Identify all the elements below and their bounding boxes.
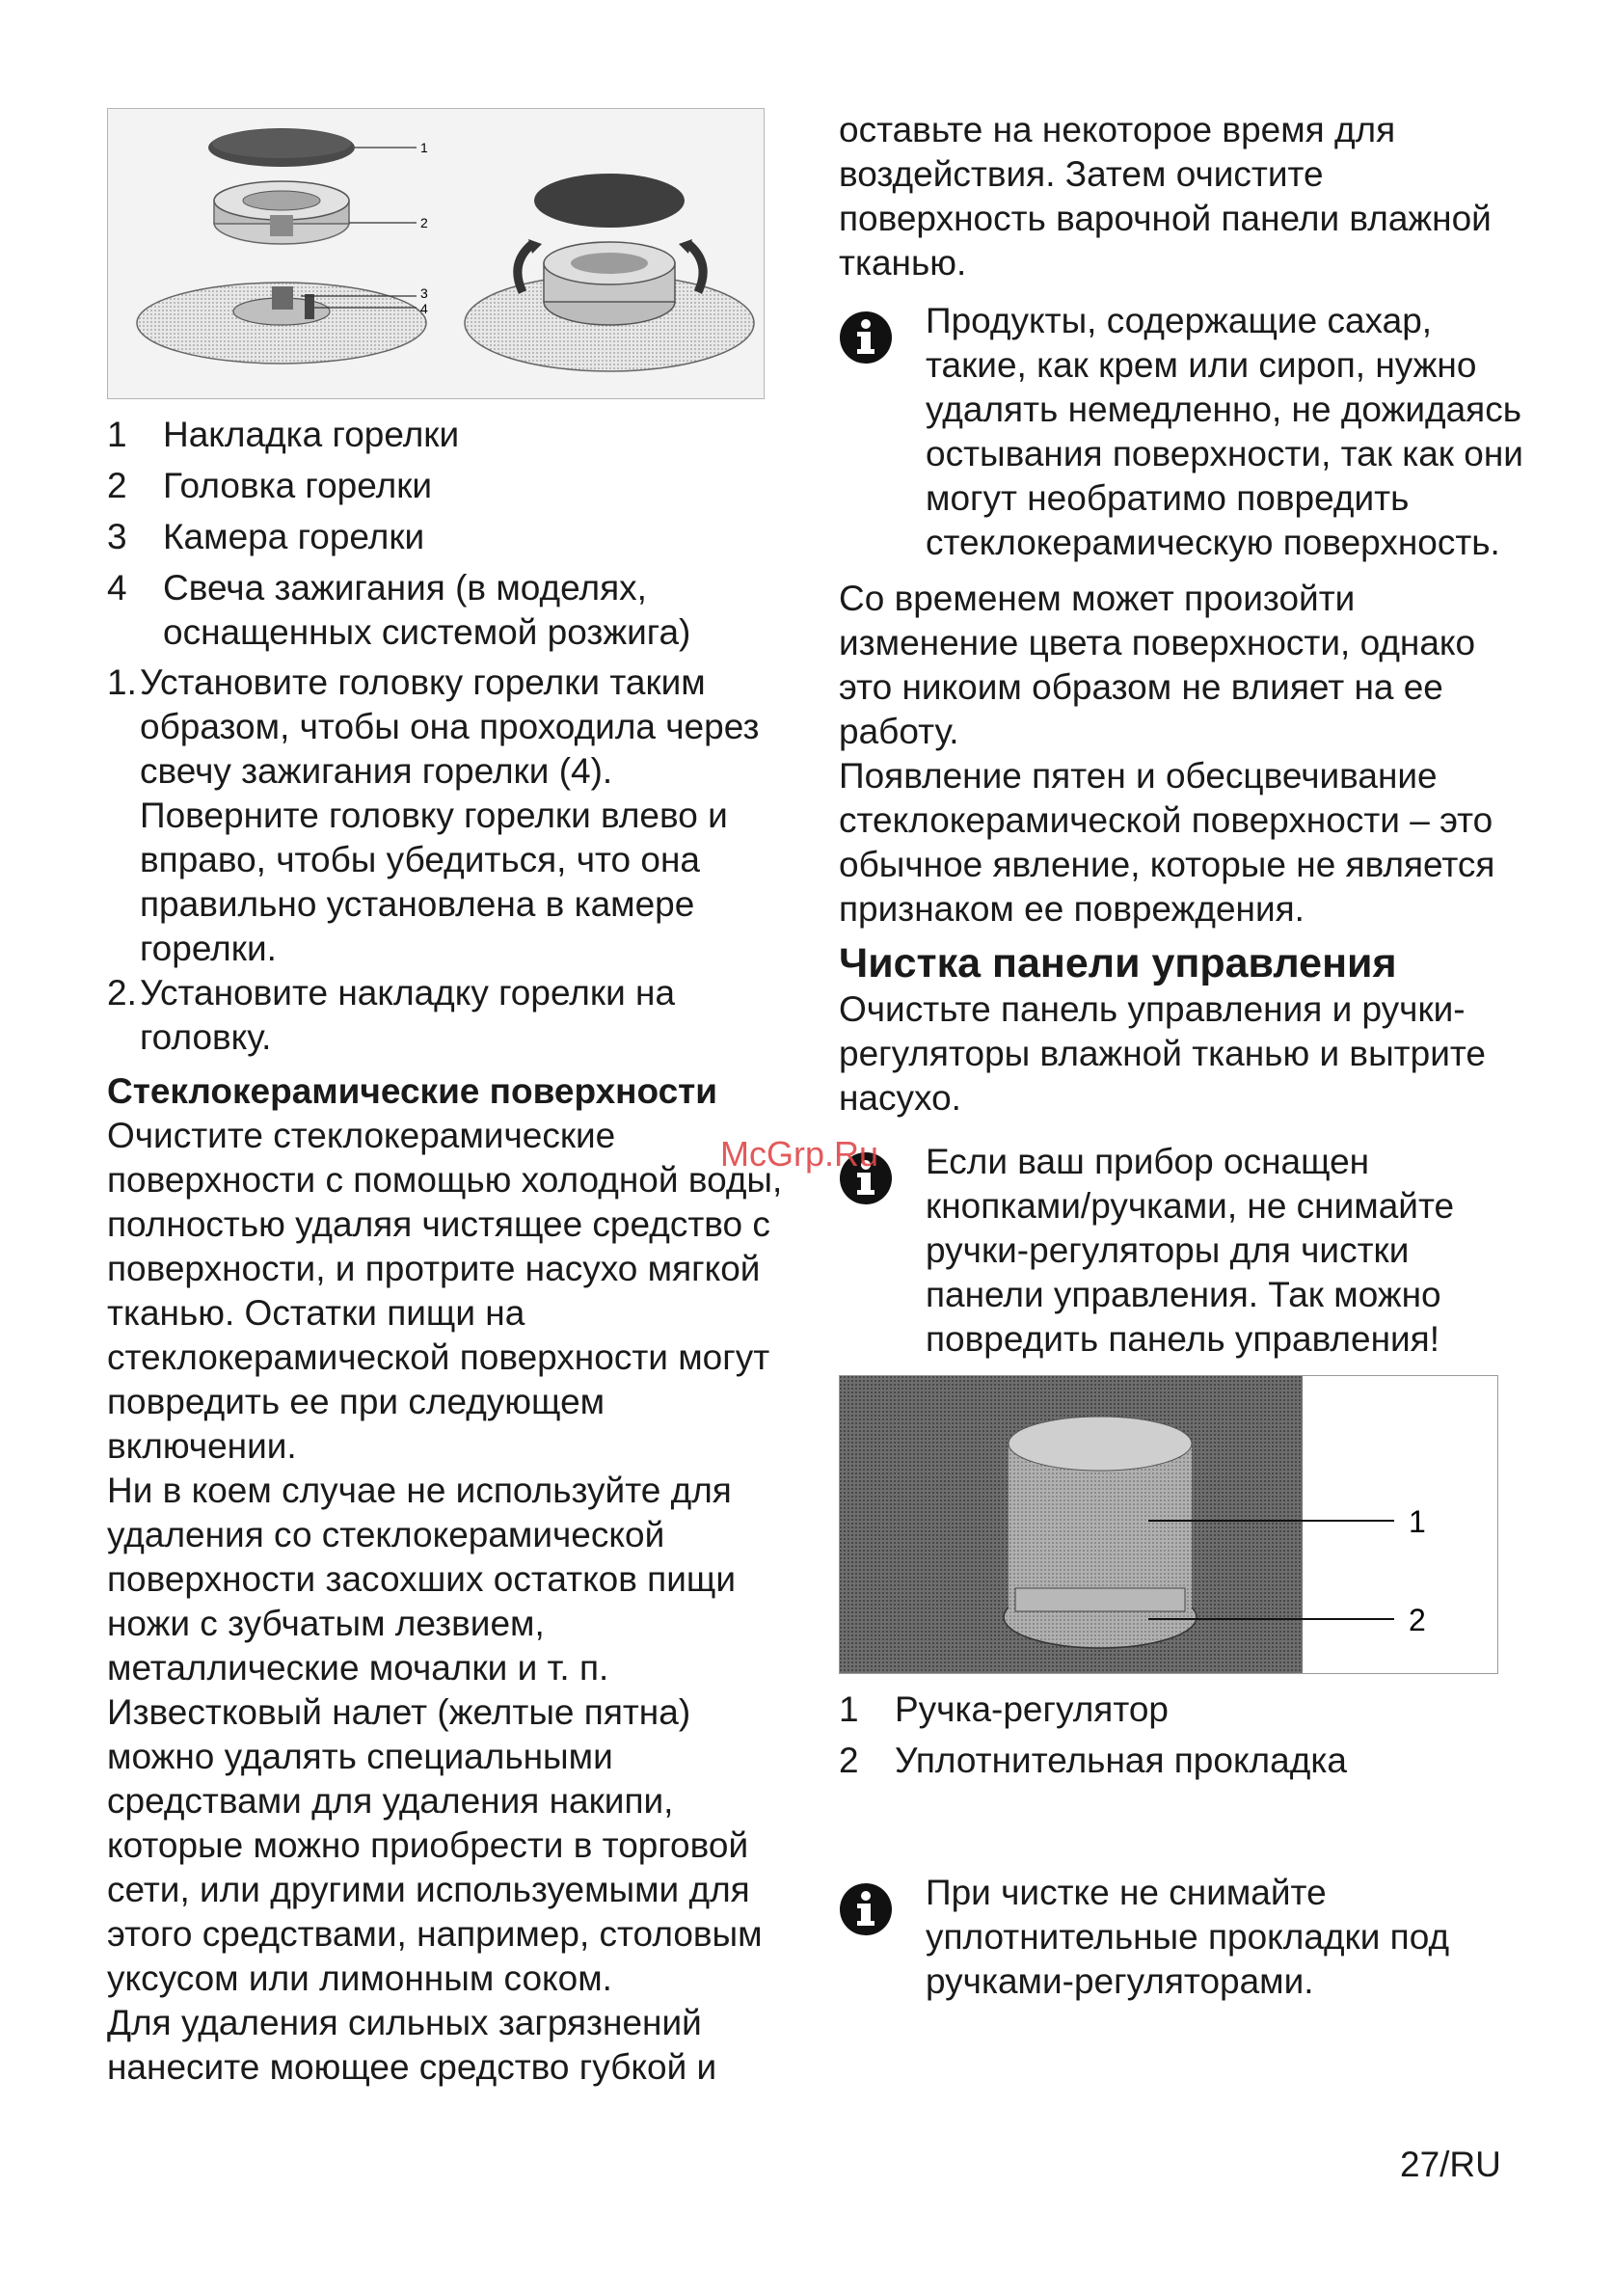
legend-label: Накладка горелки (163, 415, 460, 454)
info-note-seals (839, 1871, 1533, 2004)
figure1-callout-4: 4 (420, 301, 428, 316)
burner-legend (107, 409, 792, 655)
legend-label: Головка горелки (163, 466, 433, 505)
legend-item (107, 511, 792, 562)
info-note-text: Продукты, содержащие сахар, такие, как крем или сироп, нужно удалять немедленно, не дожидаясь остывания поверхности, так как они могут необратимо повредить стеклокерамическую поверхность. (926, 301, 1523, 562)
step-number: 2. (107, 973, 137, 1013)
discoloration-paragraph-1: Со временем может произойти изменение цвета поверхности, однако это никоим образом не влияет на ее работу. (839, 579, 1476, 751)
step-item (107, 661, 792, 971)
legend-item (107, 562, 792, 655)
glass-ceramic-paragraph-2: Ни в коем случае не используйте для удаления со стеклокерамической поверхности засохших остатков пищи ножи с зубчатым лезвием, металлические мочалки и т. п. (107, 1471, 736, 1688)
legend-number: 4 (107, 568, 127, 608)
glass-ceramic-paragraph-1: Очистите стеклокерамические поверхности с помощью холодной воды, полностью удаляя чистящее средство с поверхности, и протрите насухо мягкой тканью. Остатки пищи на стеклокерамической поверхности могут повредить ее при следующем включении. (107, 1116, 783, 1466)
step-text: Установите накладку горелки на головку. (140, 973, 676, 1057)
legend-number: 1 (107, 415, 127, 454)
installation-steps (107, 661, 792, 1060)
discoloration-paragraph-2: Появление пятен и обесцвечивание стеклокерамической поверхности – это обычное явление, которые не является признаком ее повреждения. (839, 756, 1495, 929)
figure1-callout-3: 3 (420, 285, 428, 301)
figure2-callout-1: 1 (1409, 1504, 1426, 1539)
info-note-text: При чистке не снимайте уплотнительные прокладки под ручками-регуляторами. (926, 1873, 1450, 2001)
burner-assembly-figure (107, 108, 765, 399)
glass-ceramic-paragraph-3: Известковый налет (желтые пятна) можно удалять специальными средствами для удаления накипи, которые можно приобрести в торговой сети, или другими используемыми для этого средствами, например, столовым уксусом или лимонным соком. (107, 1692, 763, 1998)
left-column (107, 108, 792, 2090)
legend-item (839, 1735, 1533, 1786)
legend-item (107, 460, 792, 511)
burner-diagram-image (108, 109, 764, 398)
control-panel-paragraph: Очистьте панель управления и ручки-регуляторы влажной тканью и вытрите насухо. (839, 989, 1486, 1118)
info-note-text: Если ваш прибор оснащен кнопками/ручками, не снимайте ручки-регуляторы для чистки панели управления. Так можно повредить панель управления! (926, 1142, 1455, 1359)
knob-figure (839, 1375, 1498, 1674)
legend-label: Камера горелки (163, 517, 425, 556)
knob-photo-image (840, 1376, 1497, 1673)
info-icon (839, 299, 926, 565)
control-panel-heading: Чистка панели управления (839, 940, 1397, 986)
legend-label: Уплотнительная прокладка (895, 1741, 1347, 1780)
glass-ceramic-heading: Стеклокерамические поверхности (107, 1071, 718, 1111)
legend-number: 2 (107, 466, 127, 505)
legend-item (107, 409, 792, 460)
legend-item (839, 1684, 1533, 1735)
step-number: 1. (107, 662, 137, 702)
info-icon (839, 1871, 926, 2004)
glass-ceramic-paragraph-4-continued: оставьте на некоторое время для воздействия. Затем очистите поверхность варочной панели влажной тканью. (839, 110, 1492, 283)
figure2-callout-2: 2 (1409, 1603, 1426, 1637)
figure1-callout-1: 1 (420, 140, 428, 155)
figure1-callout-2: 2 (420, 215, 428, 230)
step-text: Установите головку горелки таким образом, чтобы она проходила через свечу зажигания горелки (4). Поверните головку горелки влево и вправо, чтобы убедиться, что она правильно установлена в камере горелки. (140, 662, 760, 968)
legend-number: 3 (107, 517, 127, 556)
legend-number: 2 (839, 1741, 859, 1780)
legend-label: Ручка-регулятор (895, 1689, 1170, 1729)
page-number: 27/RU (1400, 2145, 1501, 2184)
right-column (839, 108, 1533, 2004)
legend-number: 1 (839, 1689, 859, 1729)
info-note-sugar (839, 299, 1533, 565)
glass-ceramic-paragraph-4: Для удаления сильных загрязнений нанесите моющее средство губкой и (107, 2003, 717, 2087)
step-item (107, 971, 792, 1060)
legend-label: Свеча зажигания (в моделях, оснащенных системой розжига) (163, 568, 691, 652)
knob-legend (839, 1684, 1533, 1786)
info-note-knobs (839, 1140, 1533, 1362)
watermark: McGrp.Ru (720, 1134, 879, 1174)
